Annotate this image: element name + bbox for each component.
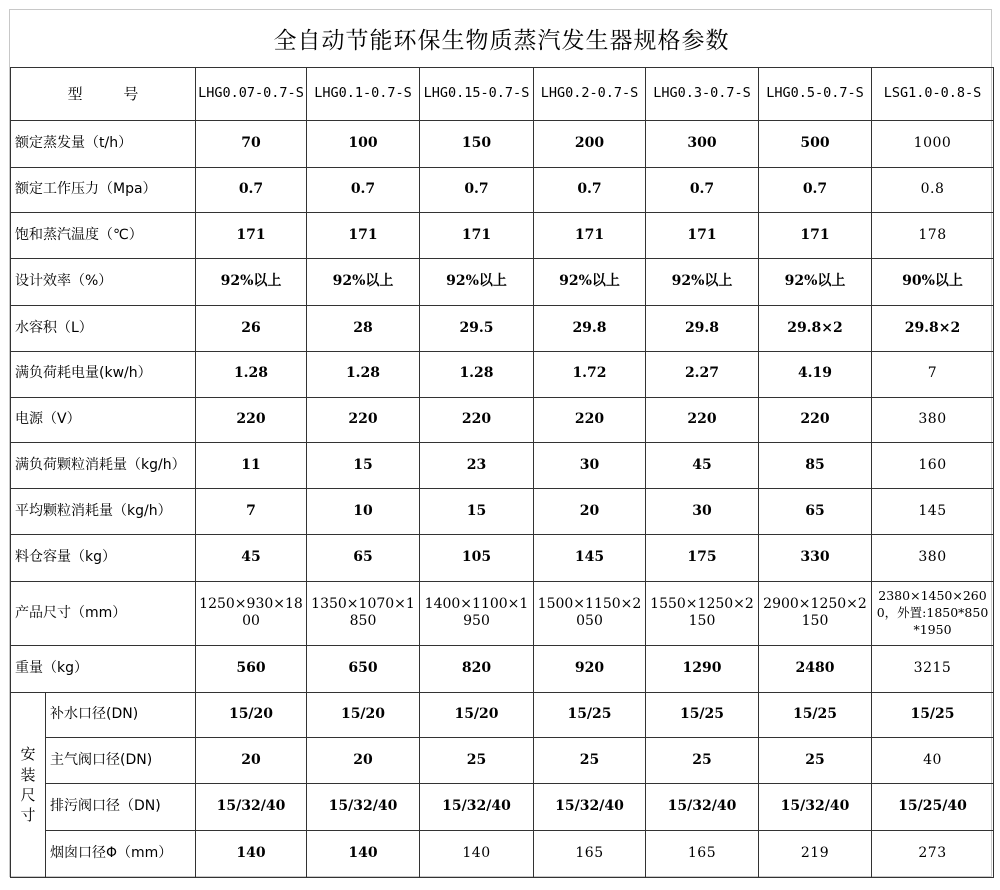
value-cell: 40 — [872, 738, 994, 784]
row-label: 补水口径(DN) — [46, 692, 196, 738]
row-label: 排污阀口径（DN) — [46, 784, 196, 831]
value-cell: 820 — [420, 645, 534, 692]
row-label: 设计效率（%） — [11, 259, 196, 306]
table-row — [11, 581, 994, 645]
model-cell: LHG0.2-0.7-S — [534, 68, 646, 121]
row-label: 电源（V） — [11, 397, 196, 443]
table-row — [11, 784, 994, 831]
value-cell: 15/25 — [646, 692, 759, 738]
value-cell: 1.72 — [534, 351, 646, 397]
value-cell: 160 — [872, 443, 994, 489]
value-cell: 28 — [307, 306, 420, 352]
value-cell: 171 — [420, 213, 534, 259]
value-cell: 15/32/40 — [196, 784, 307, 831]
value-cell: 1.28 — [307, 351, 420, 397]
value-cell: 1000 — [872, 120, 994, 167]
value-cell: 200 — [534, 120, 646, 167]
value-cell: 0.7 — [196, 167, 307, 213]
value-cell: 15/32/40 — [534, 784, 646, 831]
value-cell: 29.8×2 — [759, 306, 872, 352]
spec-sheet — [9, 9, 992, 877]
value-cell: 219 — [759, 831, 872, 878]
value-cell: 15/32/40 — [307, 784, 420, 831]
value-cell: 0.7 — [646, 167, 759, 213]
value-cell: 171 — [759, 213, 872, 259]
value-cell: 92%以上 — [420, 259, 534, 306]
table-row — [11, 397, 994, 443]
value-cell: 1.28 — [196, 351, 307, 397]
table-row — [11, 738, 994, 784]
table-row — [11, 443, 994, 489]
value-cell: 15/20 — [307, 692, 420, 738]
value-cell: 1550×1250×2150 — [646, 581, 759, 645]
value-cell: 65 — [307, 534, 420, 581]
value-cell: 30 — [534, 443, 646, 489]
value-cell: 380 — [872, 397, 994, 443]
value-cell: 25 — [420, 738, 534, 784]
value-cell: 45 — [646, 443, 759, 489]
value-cell: 92%以上 — [307, 259, 420, 306]
value-cell: 0.7 — [534, 167, 646, 213]
spec-table — [10, 67, 994, 878]
value-cell: 29.8 — [534, 306, 646, 352]
value-cell: 25 — [759, 738, 872, 784]
value-cell: 105 — [420, 534, 534, 581]
value-cell: 15/25 — [534, 692, 646, 738]
row-label: 饱和蒸汽温度（℃） — [11, 213, 196, 259]
value-cell: 15/25/40 — [872, 784, 994, 831]
value-cell: 165 — [646, 831, 759, 878]
row-label: 平均颗粒消耗量（kg/h） — [11, 489, 196, 535]
table-row — [11, 645, 994, 692]
value-cell: 140 — [420, 831, 534, 878]
value-cell: 20 — [307, 738, 420, 784]
value-cell: 15/25 — [872, 692, 994, 738]
value-cell: 26 — [196, 306, 307, 352]
row-label: 满负荷颗粒消耗量（kg/h） — [11, 443, 196, 489]
value-cell: 220 — [307, 397, 420, 443]
value-cell: 380 — [872, 534, 994, 581]
value-cell: 140 — [307, 831, 420, 878]
value-cell: 92%以上 — [759, 259, 872, 306]
install-group-char: 尺 — [20, 785, 36, 804]
value-cell: 150 — [420, 120, 534, 167]
table-row — [11, 534, 994, 581]
value-cell: 45 — [196, 534, 307, 581]
value-cell: 650 — [307, 645, 420, 692]
value-cell: 85 — [759, 443, 872, 489]
table-row — [11, 120, 994, 167]
value-cell: 3215 — [872, 645, 994, 692]
value-cell: 15/32/40 — [759, 784, 872, 831]
value-cell: 175 — [646, 534, 759, 581]
value-cell: 4.19 — [759, 351, 872, 397]
value-cell: 220 — [534, 397, 646, 443]
value-cell: 1250×930×1800 — [196, 581, 307, 645]
value-cell: 23 — [420, 443, 534, 489]
value-cell: 171 — [646, 213, 759, 259]
row-label: 水容积（L） — [11, 306, 196, 352]
value-cell: 92%以上 — [646, 259, 759, 306]
sheet-title: 全自动节能环保生物质蒸汽发生器规格参数 — [273, 28, 730, 54]
value-cell: 15/32/40 — [646, 784, 759, 831]
model-cell: LSG1.0-0.8-S — [872, 68, 994, 121]
value-cell: 29.8 — [646, 306, 759, 352]
value-cell: 11 — [196, 443, 307, 489]
model-cell: LHG0.5-0.7-S — [759, 68, 872, 121]
value-cell: 220 — [420, 397, 534, 443]
value-cell: 145 — [872, 489, 994, 535]
value-cell: 29.5 — [420, 306, 534, 352]
install-group-text — [11, 744, 45, 825]
table-row — [11, 167, 994, 213]
value-cell: 920 — [534, 645, 646, 692]
row-label: 主气阀口径(DN) — [46, 738, 196, 784]
install-group-char: 寸 — [20, 806, 36, 825]
value-cell: 0.7 — [759, 167, 872, 213]
value-cell: 0.7 — [420, 167, 534, 213]
value-cell: 1.28 — [420, 351, 534, 397]
table-row — [11, 213, 994, 259]
value-cell: 165 — [534, 831, 646, 878]
value-cell: 140 — [196, 831, 307, 878]
value-cell: 171 — [196, 213, 307, 259]
value-cell: 20 — [196, 738, 307, 784]
value-cell: 29.8×2 — [872, 306, 994, 352]
value-cell: 2380×1450×2600，外置:1850*850*1950 — [872, 581, 994, 645]
value-cell: 178 — [872, 213, 994, 259]
row-label: 烟囱口径Φ（mm） — [46, 831, 196, 878]
table-row — [11, 259, 994, 306]
table-row — [11, 351, 994, 397]
value-cell: 25 — [646, 738, 759, 784]
install-group-label — [11, 692, 46, 877]
value-cell: 15 — [420, 489, 534, 535]
header-row — [11, 68, 994, 121]
value-cell: 220 — [646, 397, 759, 443]
row-label: 满负荷耗电量(kw/h） — [11, 351, 196, 397]
row-label: 额定蒸发量（t/h） — [11, 120, 196, 167]
table-row — [11, 306, 994, 352]
value-cell: 0.7 — [307, 167, 420, 213]
model-header: 型 号 — [11, 68, 196, 121]
value-cell: 92%以上 — [196, 259, 307, 306]
model-cell: LHG0.3-0.7-S — [646, 68, 759, 121]
value-cell: 10 — [307, 489, 420, 535]
value-cell: 1290 — [646, 645, 759, 692]
row-label: 额定工作压力（Mpa） — [11, 167, 196, 213]
model-cell: LHG0.07-0.7-S — [196, 68, 307, 121]
value-cell: 300 — [646, 120, 759, 167]
value-cell: 70 — [196, 120, 307, 167]
value-cell: 145 — [534, 534, 646, 581]
value-cell: 220 — [196, 397, 307, 443]
install-group-char: 装 — [20, 765, 36, 784]
value-cell: 90%以上 — [872, 259, 994, 306]
value-cell: 1400×1100×1950 — [420, 581, 534, 645]
value-cell: 560 — [196, 645, 307, 692]
value-cell: 15/25 — [759, 692, 872, 738]
value-cell: 0.8 — [872, 167, 994, 213]
row-label: 料仓容量（kg） — [11, 534, 196, 581]
value-cell: 25 — [534, 738, 646, 784]
table-row — [11, 831, 994, 878]
value-cell: 171 — [307, 213, 420, 259]
value-cell: 92%以上 — [534, 259, 646, 306]
value-cell: 1350×1070×1850 — [307, 581, 420, 645]
value-cell: 7 — [872, 351, 994, 397]
value-cell: 1500×1150×2050 — [534, 581, 646, 645]
value-cell: 2900×1250×2150 — [759, 581, 872, 645]
model-cell: LHG0.15-0.7-S — [420, 68, 534, 121]
value-cell: 15/20 — [420, 692, 534, 738]
value-cell: 100 — [307, 120, 420, 167]
value-cell: 7 — [196, 489, 307, 535]
table-row — [11, 489, 994, 535]
value-cell: 2480 — [759, 645, 872, 692]
value-cell: 330 — [759, 534, 872, 581]
model-cell: LHG0.1-0.7-S — [307, 68, 420, 121]
row-label: 重量（kg） — [11, 645, 196, 692]
value-cell: 20 — [534, 489, 646, 535]
value-cell: 2.27 — [646, 351, 759, 397]
table-row — [11, 692, 994, 738]
value-cell: 220 — [759, 397, 872, 443]
value-cell: 171 — [534, 213, 646, 259]
value-cell: 15/32/40 — [420, 784, 534, 831]
value-cell: 30 — [646, 489, 759, 535]
value-cell: 273 — [872, 831, 994, 878]
install-group-char: 安 — [20, 745, 36, 764]
value-cell: 500 — [759, 120, 872, 167]
value-cell: 65 — [759, 489, 872, 535]
row-label: 产品尺寸（mm） — [11, 581, 196, 645]
value-cell: 15/20 — [196, 692, 307, 738]
value-cell: 15 — [307, 443, 420, 489]
